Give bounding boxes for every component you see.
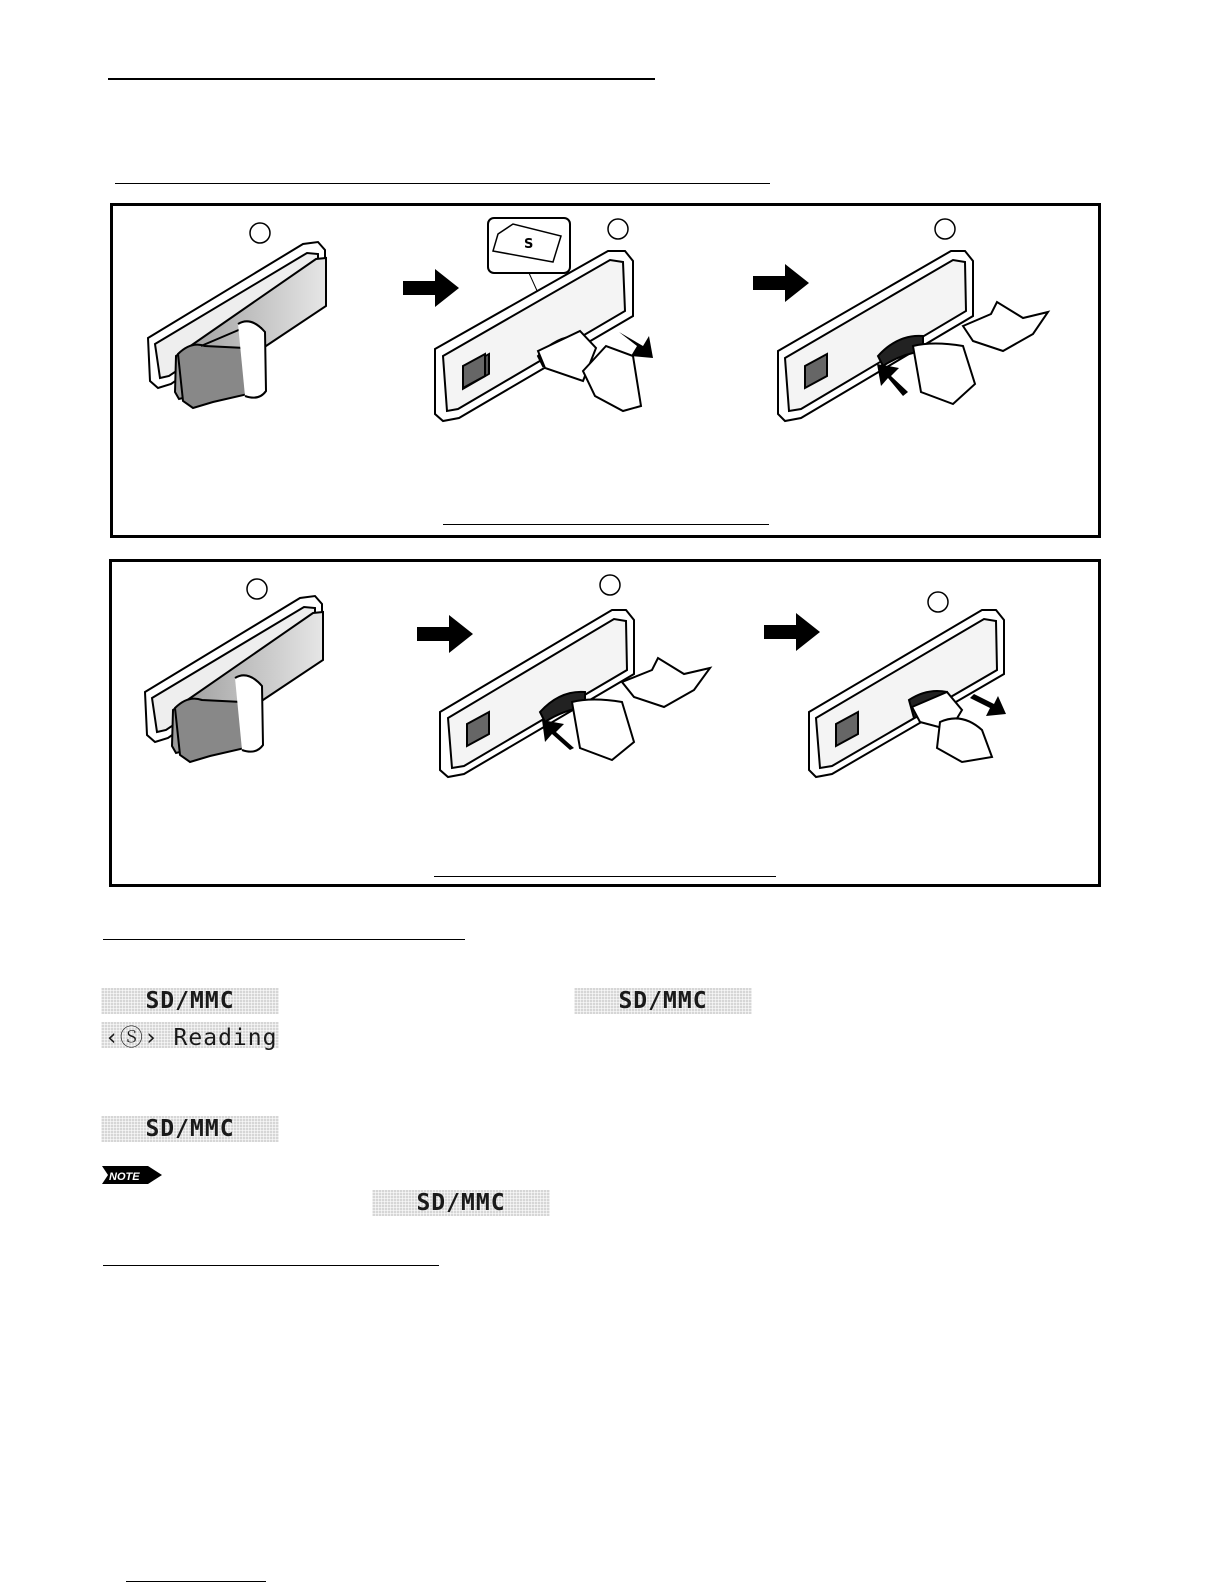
right-arrow-icon [753,264,809,302]
svg-text:S: S [524,237,534,252]
svg-text:NOTE: NOTE [109,1171,140,1183]
lcd-display-sdmmc: SD/MMC [372,1190,550,1216]
step-circle-icon [250,223,270,243]
section-rule-2 [103,1265,439,1266]
push-arrow-icon [542,720,574,750]
step-circle-icon [928,592,948,612]
push-arrow-icon [877,364,908,396]
right-arrow-icon [403,269,459,307]
footer-rule [126,1581,266,1582]
lcd-display-sdmmc: SD/MMC [101,1116,279,1142]
right-arrow-icon [417,615,473,653]
note-icon [100,1162,164,1188]
lcd-display-reading: ‹Ⓢ› Reading [101,1022,279,1048]
step-circle-icon [247,579,267,599]
faceplate-open-drawing [148,242,326,408]
faceplate-insert-drawing [435,251,641,421]
faceplate-push-drawing [778,251,1048,421]
insert-card-panel [110,203,1101,538]
panel-caption-rule [434,876,776,877]
faceplate-open-drawing [145,596,323,762]
panel-caption-rule [443,524,769,525]
remove-card-illustration [112,562,1098,884]
pull-arrow-icon [970,694,1006,716]
heading-rule-1 [108,78,655,80]
right-arrow-icon [764,613,820,651]
heading-rule-2 [115,183,770,184]
step-circle-icon [608,219,628,239]
step-circle-icon [600,575,620,595]
remove-card-panel [109,559,1101,887]
faceplate-push-drawing [440,610,710,777]
lcd-display-sdmmc: SD/MMC [574,988,752,1014]
lcd-display-sdmmc: SD/MMC [101,988,279,1014]
faceplate-remove-drawing [809,610,1004,777]
step-circle-icon [935,219,955,239]
insert-card-illustration [113,206,1098,535]
section-rule-1 [103,939,465,940]
